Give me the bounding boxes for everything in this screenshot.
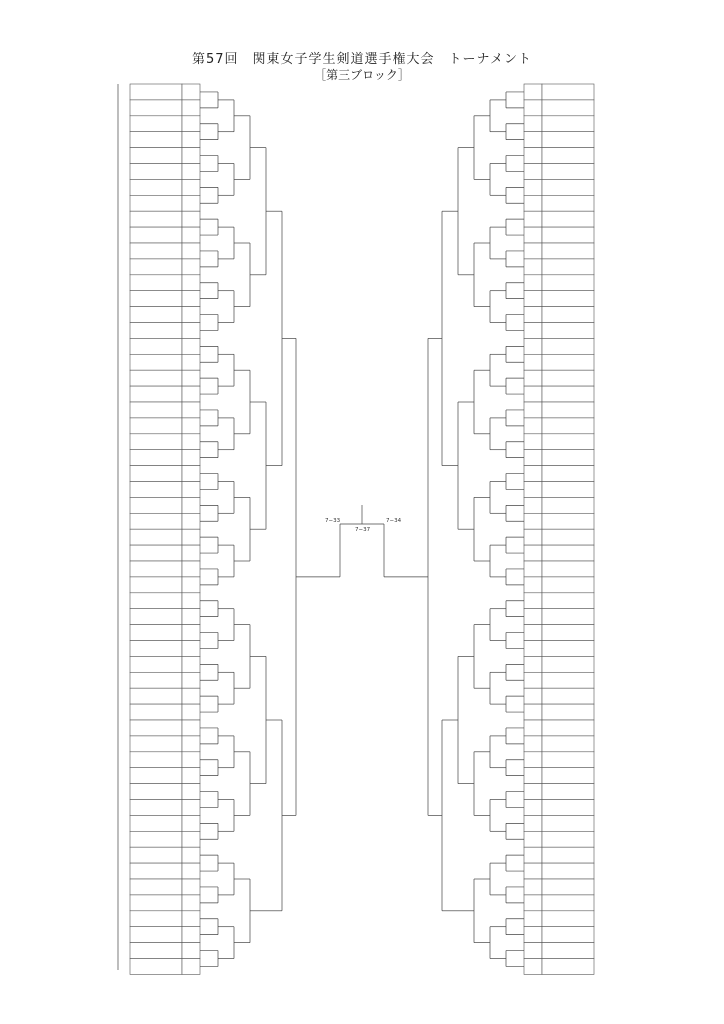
entrant-name-cell — [542, 227, 594, 243]
entrant-name-cell — [542, 672, 594, 688]
entrant-name-cell — [130, 307, 182, 323]
entrant-name-cell — [542, 482, 594, 498]
entrant-name-cell — [130, 179, 182, 195]
seed-number-cell — [524, 768, 542, 784]
seed-number-cell — [182, 704, 200, 720]
entrant-name-cell — [130, 116, 182, 132]
entrant-name-cell — [542, 561, 594, 577]
seed-number-cell — [524, 164, 542, 180]
seed-number-cell — [182, 752, 200, 768]
entrant-name-cell — [542, 752, 594, 768]
entrant-name-cell — [542, 370, 594, 386]
seed-number-cell — [182, 84, 200, 100]
entrant-name-cell — [130, 895, 182, 911]
entrant-name-cell — [130, 609, 182, 625]
seed-number-cell — [524, 943, 542, 959]
entrant-name-cell — [542, 513, 594, 529]
seed-number-cell — [182, 959, 200, 975]
entrant-name-cell — [130, 847, 182, 863]
seed-number-cell — [182, 370, 200, 386]
entrant-name-cell — [542, 815, 594, 831]
seed-number-cell — [182, 768, 200, 784]
entrant-name-cell — [542, 736, 594, 752]
entrant-name-cell — [542, 497, 594, 513]
entrant-name-cell — [542, 784, 594, 800]
seed-number-cell — [182, 323, 200, 339]
entrant-name-cell — [542, 879, 594, 895]
entrant-name-cell — [130, 275, 182, 291]
seed-number-cell — [524, 656, 542, 672]
entrant-name-cell — [542, 768, 594, 784]
entrant-name-cell — [542, 720, 594, 736]
seed-number-cell — [182, 593, 200, 609]
seed-number-cell — [524, 418, 542, 434]
entrant-name-cell — [130, 450, 182, 466]
seed-number-cell — [524, 927, 542, 943]
entrant-name-cell — [542, 959, 594, 975]
entrant-name-cell — [130, 370, 182, 386]
entrant-name-cell — [542, 688, 594, 704]
seed-number-cell — [182, 815, 200, 831]
entrant-name-cell — [130, 132, 182, 148]
entrant-name-cell — [542, 625, 594, 641]
seed-number-cell — [182, 672, 200, 688]
entrant-name-cell — [130, 338, 182, 354]
entrant-name-cell — [542, 116, 594, 132]
seed-number-cell — [182, 895, 200, 911]
seed-number-cell — [524, 704, 542, 720]
entrant-name-cell — [542, 863, 594, 879]
seed-number-cell — [524, 434, 542, 450]
seed-number-cell — [524, 307, 542, 323]
entrant-name-cell — [542, 259, 594, 275]
entrant-name-cell — [542, 847, 594, 863]
seed-number-cell — [182, 148, 200, 164]
seed-number-cell — [524, 275, 542, 291]
entrant-name-cell — [130, 323, 182, 339]
seed-number-cell — [524, 482, 542, 498]
seed-number-cell — [524, 959, 542, 975]
entrant-name-cell — [130, 752, 182, 768]
seed-number-cell — [182, 800, 200, 816]
entrant-name-cell — [542, 164, 594, 180]
entrant-name-cell — [542, 704, 594, 720]
seed-number-cell — [182, 482, 200, 498]
seed-number-cell — [182, 497, 200, 513]
seed-number-cell — [524, 911, 542, 927]
seed-number-cell — [524, 450, 542, 466]
entrant-name-cell — [130, 784, 182, 800]
seed-number-cell — [182, 179, 200, 195]
entrant-name-cell — [130, 195, 182, 211]
entrant-name-cell — [130, 545, 182, 561]
seed-number-cell — [182, 386, 200, 402]
entrant-name-cell — [130, 386, 182, 402]
seed-number-cell — [524, 243, 542, 259]
entrant-name-cell — [130, 641, 182, 657]
entrant-name-cell — [542, 831, 594, 847]
seed-number-cell — [182, 577, 200, 593]
entrant-name-cell — [130, 704, 182, 720]
final-match-label-center: 7−37 — [355, 527, 371, 533]
seed-number-cell — [524, 815, 542, 831]
seed-number-cell — [182, 656, 200, 672]
seed-number-cell — [524, 672, 542, 688]
seed-number-cell — [524, 148, 542, 164]
entrant-name-cell — [130, 164, 182, 180]
seed-number-cell — [524, 879, 542, 895]
seed-number-cell — [182, 307, 200, 323]
entrant-name-cell — [542, 943, 594, 959]
seed-number-cell — [524, 291, 542, 307]
entrant-name-cell — [542, 545, 594, 561]
seed-number-cell — [182, 450, 200, 466]
entrant-name-cell — [542, 577, 594, 593]
seed-number-cell — [524, 466, 542, 482]
entrant-name-cell — [130, 831, 182, 847]
entrant-name-cell — [130, 688, 182, 704]
entrant-name-cell — [542, 100, 594, 116]
entrant-name-cell — [130, 959, 182, 975]
entrant-name-cell — [130, 466, 182, 482]
entrant-name-cell — [130, 513, 182, 529]
entrant-name-cell — [130, 672, 182, 688]
entrant-name-cell — [542, 84, 594, 100]
seed-number-cell — [524, 784, 542, 800]
entrant-name-cell — [130, 529, 182, 545]
entrant-name-cell — [130, 815, 182, 831]
entrant-name-cell — [130, 482, 182, 498]
seed-number-cell — [182, 879, 200, 895]
seed-number-cell — [524, 720, 542, 736]
seed-number-cell — [182, 402, 200, 418]
seed-number-cell — [182, 688, 200, 704]
seed-number-cell — [524, 323, 542, 339]
entrant-name-cell — [542, 386, 594, 402]
entrant-name-cell — [130, 243, 182, 259]
entrant-name-cell — [542, 354, 594, 370]
seed-number-cell — [524, 370, 542, 386]
entrant-name-cell — [130, 211, 182, 227]
seed-number-cell — [182, 338, 200, 354]
seed-number-cell — [524, 863, 542, 879]
seed-number-cell — [182, 100, 200, 116]
final-match-label-right: 7−34 — [386, 518, 402, 524]
entrant-name-cell — [130, 227, 182, 243]
entrant-name-cell — [130, 84, 182, 100]
seed-number-cell — [524, 800, 542, 816]
seed-number-cell — [182, 291, 200, 307]
entrant-name-cell — [130, 577, 182, 593]
entrant-name-cell — [542, 641, 594, 657]
seed-number-cell — [182, 720, 200, 736]
seed-number-cell — [182, 227, 200, 243]
seed-number-cell — [524, 195, 542, 211]
seed-number-cell — [524, 227, 542, 243]
entrant-name-cell — [130, 259, 182, 275]
entrant-name-cell — [130, 863, 182, 879]
seed-number-cell — [524, 688, 542, 704]
entrant-name-cell — [542, 529, 594, 545]
entrant-name-cell — [130, 561, 182, 577]
seed-number-cell — [182, 354, 200, 370]
seed-number-cell — [182, 466, 200, 482]
entrant-name-cell — [542, 323, 594, 339]
seed-number-cell — [524, 561, 542, 577]
entrant-name-cell — [542, 148, 594, 164]
entrant-name-cell — [542, 402, 594, 418]
seed-number-cell — [182, 641, 200, 657]
seed-number-cell — [182, 784, 200, 800]
seed-number-cell — [182, 831, 200, 847]
seed-number-cell — [182, 275, 200, 291]
seed-number-cell — [182, 259, 200, 275]
seed-number-cell — [524, 259, 542, 275]
entrant-name-cell — [542, 275, 594, 291]
seed-number-cell — [524, 338, 542, 354]
seed-number-cell — [524, 895, 542, 911]
seed-number-cell — [182, 736, 200, 752]
entrant-name-cell — [542, 466, 594, 482]
seed-number-cell — [182, 434, 200, 450]
final-match-label-left: 7−33 — [325, 518, 341, 524]
seed-number-cell — [524, 132, 542, 148]
seed-number-cell — [182, 132, 200, 148]
seed-number-cell — [524, 529, 542, 545]
seed-number-cell — [182, 625, 200, 641]
seed-number-cell — [524, 593, 542, 609]
entrant-name-cell — [130, 800, 182, 816]
seed-number-cell — [182, 911, 200, 927]
entrant-name-cell — [542, 418, 594, 434]
entrant-name-cell — [130, 943, 182, 959]
entrant-name-cell — [130, 927, 182, 943]
seed-number-cell — [182, 927, 200, 943]
seed-number-cell — [182, 116, 200, 132]
entrant-name-cell — [130, 625, 182, 641]
seed-number-cell — [182, 243, 200, 259]
entrant-name-cell — [542, 243, 594, 259]
seed-number-cell — [182, 847, 200, 863]
seed-number-cell — [524, 752, 542, 768]
entrant-name-cell — [130, 497, 182, 513]
entrant-name-cell — [542, 800, 594, 816]
entrant-name-cell — [542, 434, 594, 450]
entrant-name-cell — [130, 291, 182, 307]
seed-number-cell — [182, 418, 200, 434]
seed-number-cell — [182, 943, 200, 959]
entrant-name-cell — [542, 307, 594, 323]
entrant-name-cell — [130, 418, 182, 434]
entrant-name-cell — [130, 354, 182, 370]
seed-number-cell — [182, 195, 200, 211]
entrant-name-cell — [542, 450, 594, 466]
seed-number-cell — [524, 545, 542, 561]
entrant-name-cell — [542, 656, 594, 672]
seed-number-cell — [182, 211, 200, 227]
seed-number-cell — [524, 609, 542, 625]
entrant-name-cell — [542, 211, 594, 227]
seed-number-cell — [182, 545, 200, 561]
entrant-name-cell — [542, 132, 594, 148]
seed-number-cell — [524, 84, 542, 100]
entrant-name-cell — [130, 911, 182, 927]
entrant-name-cell — [130, 434, 182, 450]
seed-number-cell — [524, 179, 542, 195]
seed-number-cell — [182, 513, 200, 529]
seed-number-cell — [182, 863, 200, 879]
seed-number-cell — [524, 116, 542, 132]
seed-number-cell — [182, 561, 200, 577]
entrant-name-cell — [130, 656, 182, 672]
entrant-name-cell — [130, 736, 182, 752]
seed-number-cell — [524, 497, 542, 513]
seed-number-cell — [524, 641, 542, 657]
seed-number-cell — [524, 625, 542, 641]
seed-number-cell — [524, 100, 542, 116]
entrant-name-cell — [542, 291, 594, 307]
entrant-name-cell — [130, 148, 182, 164]
page-title: 第57回 関東女子学生剣道選手権大会 トーナメント — [191, 52, 533, 67]
seed-number-cell — [182, 164, 200, 180]
seed-number-cell — [524, 513, 542, 529]
entrant-name-cell — [542, 911, 594, 927]
entrant-name-cell — [130, 100, 182, 116]
seed-number-cell — [524, 577, 542, 593]
entrant-name-cell — [542, 195, 594, 211]
entrant-name-cell — [130, 879, 182, 895]
seed-number-cell — [524, 847, 542, 863]
entrant-name-cell — [542, 179, 594, 195]
entrant-name-cell — [130, 402, 182, 418]
seed-number-cell — [524, 386, 542, 402]
entrant-name-cell — [542, 895, 594, 911]
block-label: ［第三ブロック］ — [314, 68, 410, 82]
entrant-name-cell — [542, 609, 594, 625]
entrant-name-cell — [130, 720, 182, 736]
entrant-name-cell — [130, 593, 182, 609]
seed-number-cell — [524, 402, 542, 418]
seed-number-cell — [182, 609, 200, 625]
entrant-name-cell — [542, 338, 594, 354]
entrant-name-cell — [130, 768, 182, 784]
seed-number-cell — [524, 354, 542, 370]
entrant-name-cell — [542, 593, 594, 609]
seed-number-cell — [524, 736, 542, 752]
seed-number-cell — [182, 529, 200, 545]
seed-number-cell — [524, 211, 542, 227]
entrant-name-cell — [542, 927, 594, 943]
seed-number-cell — [524, 831, 542, 847]
